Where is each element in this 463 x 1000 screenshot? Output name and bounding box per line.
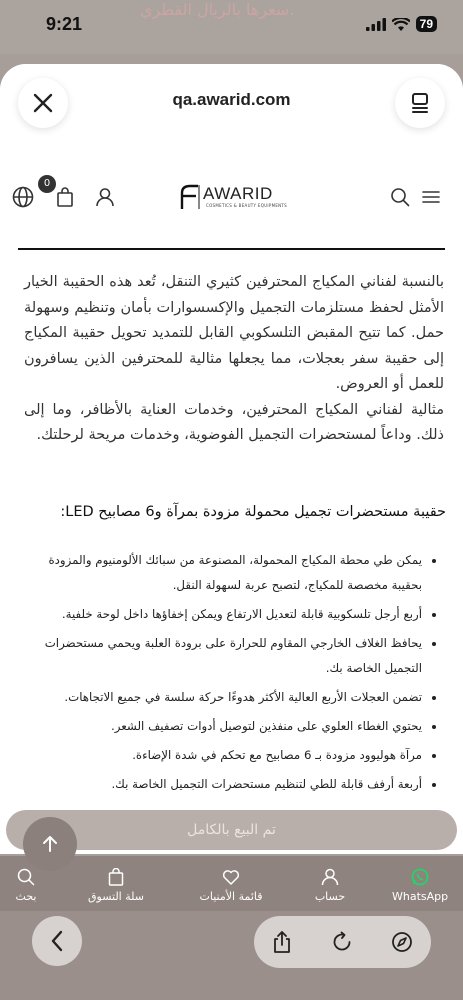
page-menu-button[interactable] bbox=[395, 78, 445, 128]
sold-out-button[interactable]: تم البيع بالكامل bbox=[6, 810, 457, 850]
url-display[interactable]: qa.awarid.com bbox=[172, 90, 291, 109]
hamburger-menu-button[interactable] bbox=[419, 185, 443, 209]
nav-whatsapp[interactable] bbox=[392, 868, 448, 903]
description-paragraph-2: مثالية لفناني المكياج المحترفين، وخدمات العناية بالأظافر، وما إلى ذلك. وداعاً لمستحضرات التجميل الفوضوية، وخدمات مريحة لرحلتك. bbox=[24, 401, 444, 443]
battery-indicator: 79 bbox=[416, 16, 437, 32]
content-divider bbox=[18, 248, 445, 250]
user-icon bbox=[95, 187, 115, 207]
list-item: • مرآة هوليوود مزودة بـ 6 مصابيح مع تحكم في شدة الإضاءة. bbox=[20, 743, 422, 768]
list-item: • تضمن العجلات الأربع العالية الأكثر هدوءًا حركة سلسة في جميع الاتجاهات. bbox=[20, 685, 422, 710]
features-list bbox=[20, 548, 440, 801]
description-paragraph-1: بالنسبة لفناني المكياج المحترفين كثيري التنقل، تُعد هذه الحقيبة الخيار الأمثل لحفظ مستلزمات التجميل والإكسسوارات بأمان وتنظيم وسهولة حمل. كما تتيح المقبض التلسكوبي القابل للتمديد تحويل حقيبة المكياج إلى حقيبة سفر بعجلات، مما يجعلها مثالية للمحترفين الذين يسافرون للعمل أو العروض. bbox=[24, 274, 444, 392]
cart-count-badge: 0 bbox=[38, 175, 56, 193]
status-time: 9:21 bbox=[46, 14, 83, 34]
reload-button[interactable] bbox=[330, 930, 354, 954]
compass-button[interactable] bbox=[390, 930, 414, 954]
shopping-bag-icon bbox=[108, 868, 124, 886]
whatsapp-icon bbox=[411, 868, 429, 886]
logo-mark-icon bbox=[180, 183, 200, 211]
list-item: • يمكن طي محطة المكياج المحمولة، المصنوعة من سبائك الألومنيوم والمزودة بحقيبة مخصصة للمكياج، لتصبح عربة لسهولة النقل. bbox=[20, 548, 422, 598]
logo-tagline: COSMETICS & BEAUTY EQUIPMENTS bbox=[206, 203, 288, 208]
scroll-to-top-button[interactable] bbox=[23, 817, 77, 871]
wifi-icon bbox=[392, 18, 410, 31]
list-item: • أربعة أرفف قابلة للطي لتنظيم مستحضرات التجميل الخاصة بك. bbox=[20, 772, 422, 797]
background-page-text: سعرها بالريال القطري. bbox=[140, 0, 295, 19]
shopping-bag-icon bbox=[56, 187, 74, 207]
list-item: • يحتوي الغطاء العلوي على منفذين لتوصيل أدوات تصفيف الشعر. bbox=[20, 714, 422, 739]
share-button[interactable] bbox=[270, 930, 294, 954]
hamburger-icon bbox=[422, 189, 440, 205]
status-icons bbox=[366, 16, 437, 32]
heart-icon bbox=[222, 868, 240, 886]
search-icon bbox=[390, 187, 410, 207]
language-button[interactable] bbox=[11, 185, 35, 209]
arrow-up-icon bbox=[41, 835, 59, 853]
signal-icon bbox=[366, 18, 386, 31]
list-item: • يحافظ الغلاف الخارجي المقاوم للحرارة على برودة العلبة ويحمي مستحضرات التجميل الخاصة بك. bbox=[20, 631, 422, 681]
search-button[interactable] bbox=[388, 185, 412, 209]
nav-account[interactable] bbox=[308, 868, 352, 903]
status-bar bbox=[0, 0, 463, 54]
page-menu-icon bbox=[410, 92, 430, 114]
sheet-header bbox=[0, 64, 463, 144]
globe-icon bbox=[12, 186, 34, 208]
share-icon bbox=[271, 930, 293, 954]
nav-cart-label: سلة التسوق bbox=[87, 890, 144, 903]
site-header bbox=[0, 168, 463, 228]
nav-account-label: حساب bbox=[314, 890, 346, 903]
list-item: • أربع أرجل تلسكوبية قابلة لتعديل الارتفاع ويمكن إخفاؤها داخل لوحة خلفية. bbox=[20, 602, 422, 627]
account-button[interactable] bbox=[93, 185, 117, 209]
features-title: حقيبة مستحضرات تجميل محمولة مزودة بمرآة و6 مصابيح LED: bbox=[60, 504, 446, 520]
logo-wordmark: AWARID bbox=[203, 184, 273, 203]
browser-actions bbox=[254, 916, 431, 968]
nav-whatsapp-label: WhatsApp bbox=[392, 890, 449, 903]
browser-sheet bbox=[0, 64, 463, 854]
search-icon bbox=[17, 868, 35, 886]
chevron-left-icon bbox=[50, 930, 64, 952]
nav-wishlist-label: قائمة الأمنيات bbox=[199, 890, 263, 903]
user-icon bbox=[321, 868, 339, 886]
nav-cart[interactable] bbox=[84, 868, 148, 903]
bottom-nav bbox=[0, 856, 463, 911]
reload-icon bbox=[331, 931, 353, 953]
back-button[interactable] bbox=[32, 916, 82, 966]
cart-button[interactable] bbox=[53, 185, 77, 209]
nav-wishlist[interactable] bbox=[192, 868, 270, 903]
nav-search[interactable] bbox=[10, 868, 42, 903]
nav-search-label: بحث bbox=[15, 890, 37, 903]
product-description bbox=[24, 270, 444, 449]
site-logo[interactable] bbox=[180, 181, 288, 213]
compass-icon bbox=[391, 931, 413, 953]
